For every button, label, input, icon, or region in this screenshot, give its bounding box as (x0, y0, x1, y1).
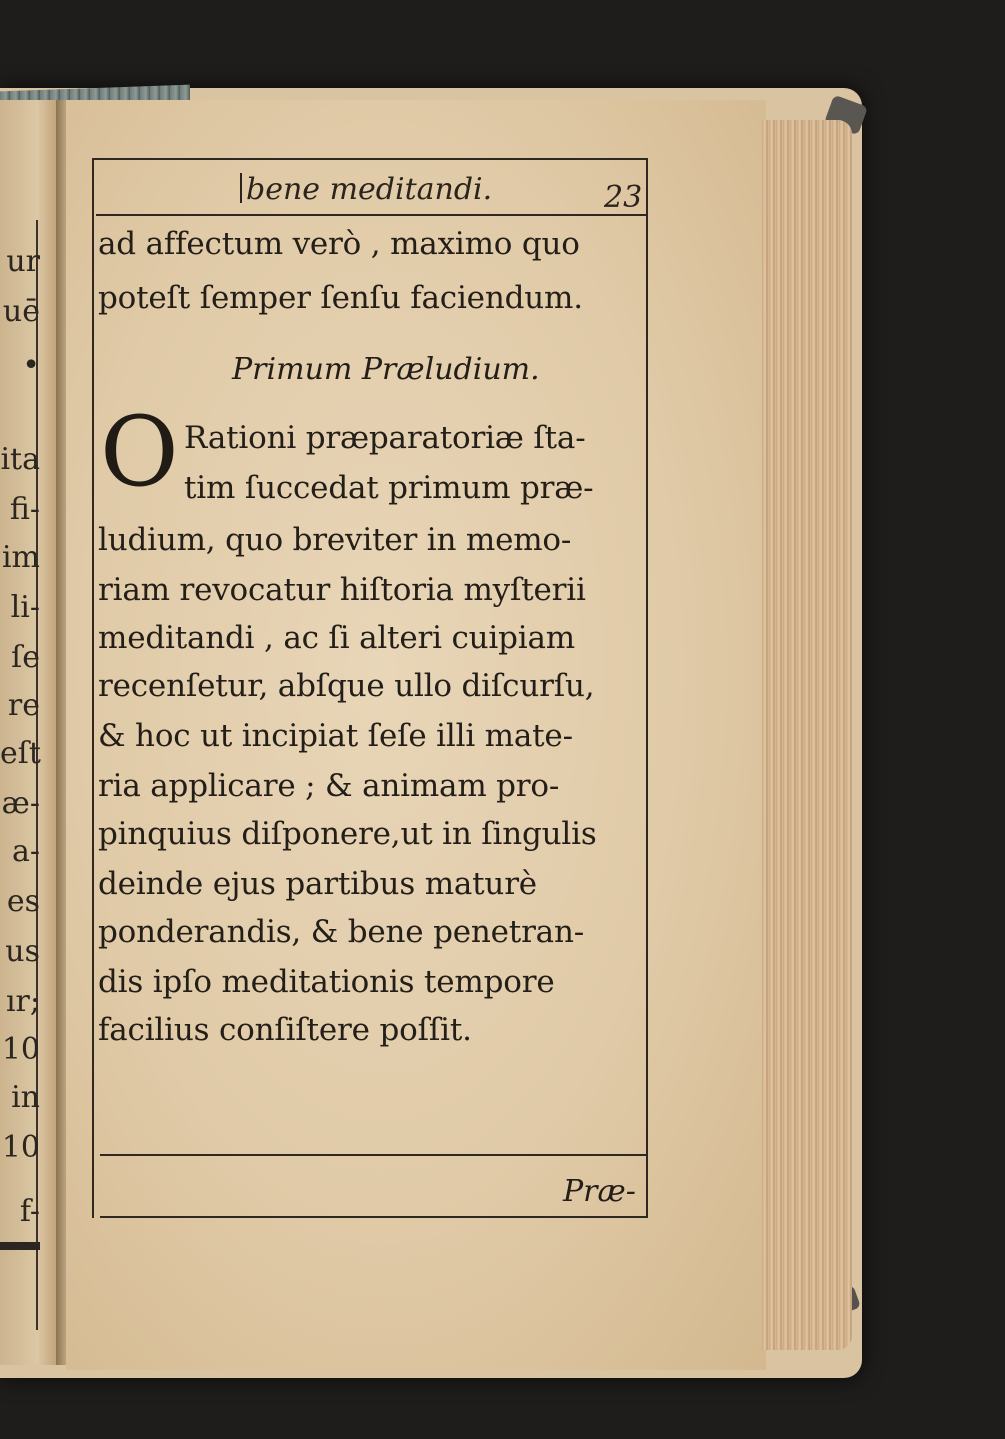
running-head-bar (240, 173, 242, 203)
catchword: Præ- (563, 1174, 636, 1209)
left-fragment: uē (2, 294, 40, 329)
left-fragment: us (5, 934, 40, 969)
text-line: Rationi præparatoriæ ſta- (184, 420, 586, 456)
text-line: poteſt ſemper ſenſu faciendum. (98, 280, 583, 316)
left-fragment: es (6, 884, 40, 919)
left-fragment: fi- (9, 492, 40, 527)
left-fragment: ur (6, 244, 40, 279)
text-line: ludium, quo breviter in memo- (98, 522, 572, 558)
running-head (240, 172, 492, 207)
left-fragment: li- (10, 590, 40, 625)
text-line: ria applicare ; & animam pro- (98, 768, 560, 804)
text-line: dis ipſo meditationis tempore (98, 964, 555, 1000)
left-fragment: a- (11, 834, 40, 869)
text-line: & hoc ut incipiat ſeſe illi mate- (98, 718, 573, 754)
text-line: facilius conſiſtere poſſit. (98, 1012, 472, 1048)
left-fragment: ita (0, 442, 40, 477)
footer-rule (100, 1154, 646, 1156)
left-fragment: f- (19, 1194, 40, 1229)
left-fragment: re (7, 688, 40, 723)
running-head-text: bene meditandi. (246, 172, 493, 207)
page-number: 23 (604, 180, 643, 215)
left-fragment: • (22, 348, 40, 383)
fore-edge (762, 120, 852, 1350)
left-fragment: in (11, 1080, 40, 1115)
head-rule (96, 214, 646, 216)
text-line: recenſetur, abſque ullo diſcurſu, (98, 668, 595, 704)
text-line: meditandi , ac ſi alteri cuipiam (98, 620, 575, 656)
left-page (0, 100, 62, 1365)
left-fragment: im (1, 540, 40, 575)
page-edge-mark (0, 1242, 40, 1250)
left-fragment: 10 (1, 1130, 40, 1165)
top-rule (92, 158, 646, 160)
text-line: tim ſuccedat primum præ- (184, 470, 594, 506)
left-fragment: ſe (11, 640, 40, 675)
section-heading: Primum Præludium. (232, 352, 540, 387)
text-line: ponderandis, & bene penetran- (98, 914, 585, 950)
text-line: deinde ejus partibus maturè (98, 866, 537, 902)
left-fragment: æ- (1, 786, 40, 821)
left-fragment: 10 (1, 1032, 40, 1067)
left-fragment: eſt (0, 736, 41, 771)
text-line: riam revocatur hiſtoria myſterii (98, 572, 586, 608)
left-fragment: ır; (5, 984, 40, 1019)
drop-initial: O (100, 396, 179, 508)
bottom-rule (100, 1216, 646, 1218)
text-line: pinquius diſponere,ut in ſingulis (98, 816, 597, 852)
text-line: ad affectum verò , maximo quo (98, 226, 580, 262)
